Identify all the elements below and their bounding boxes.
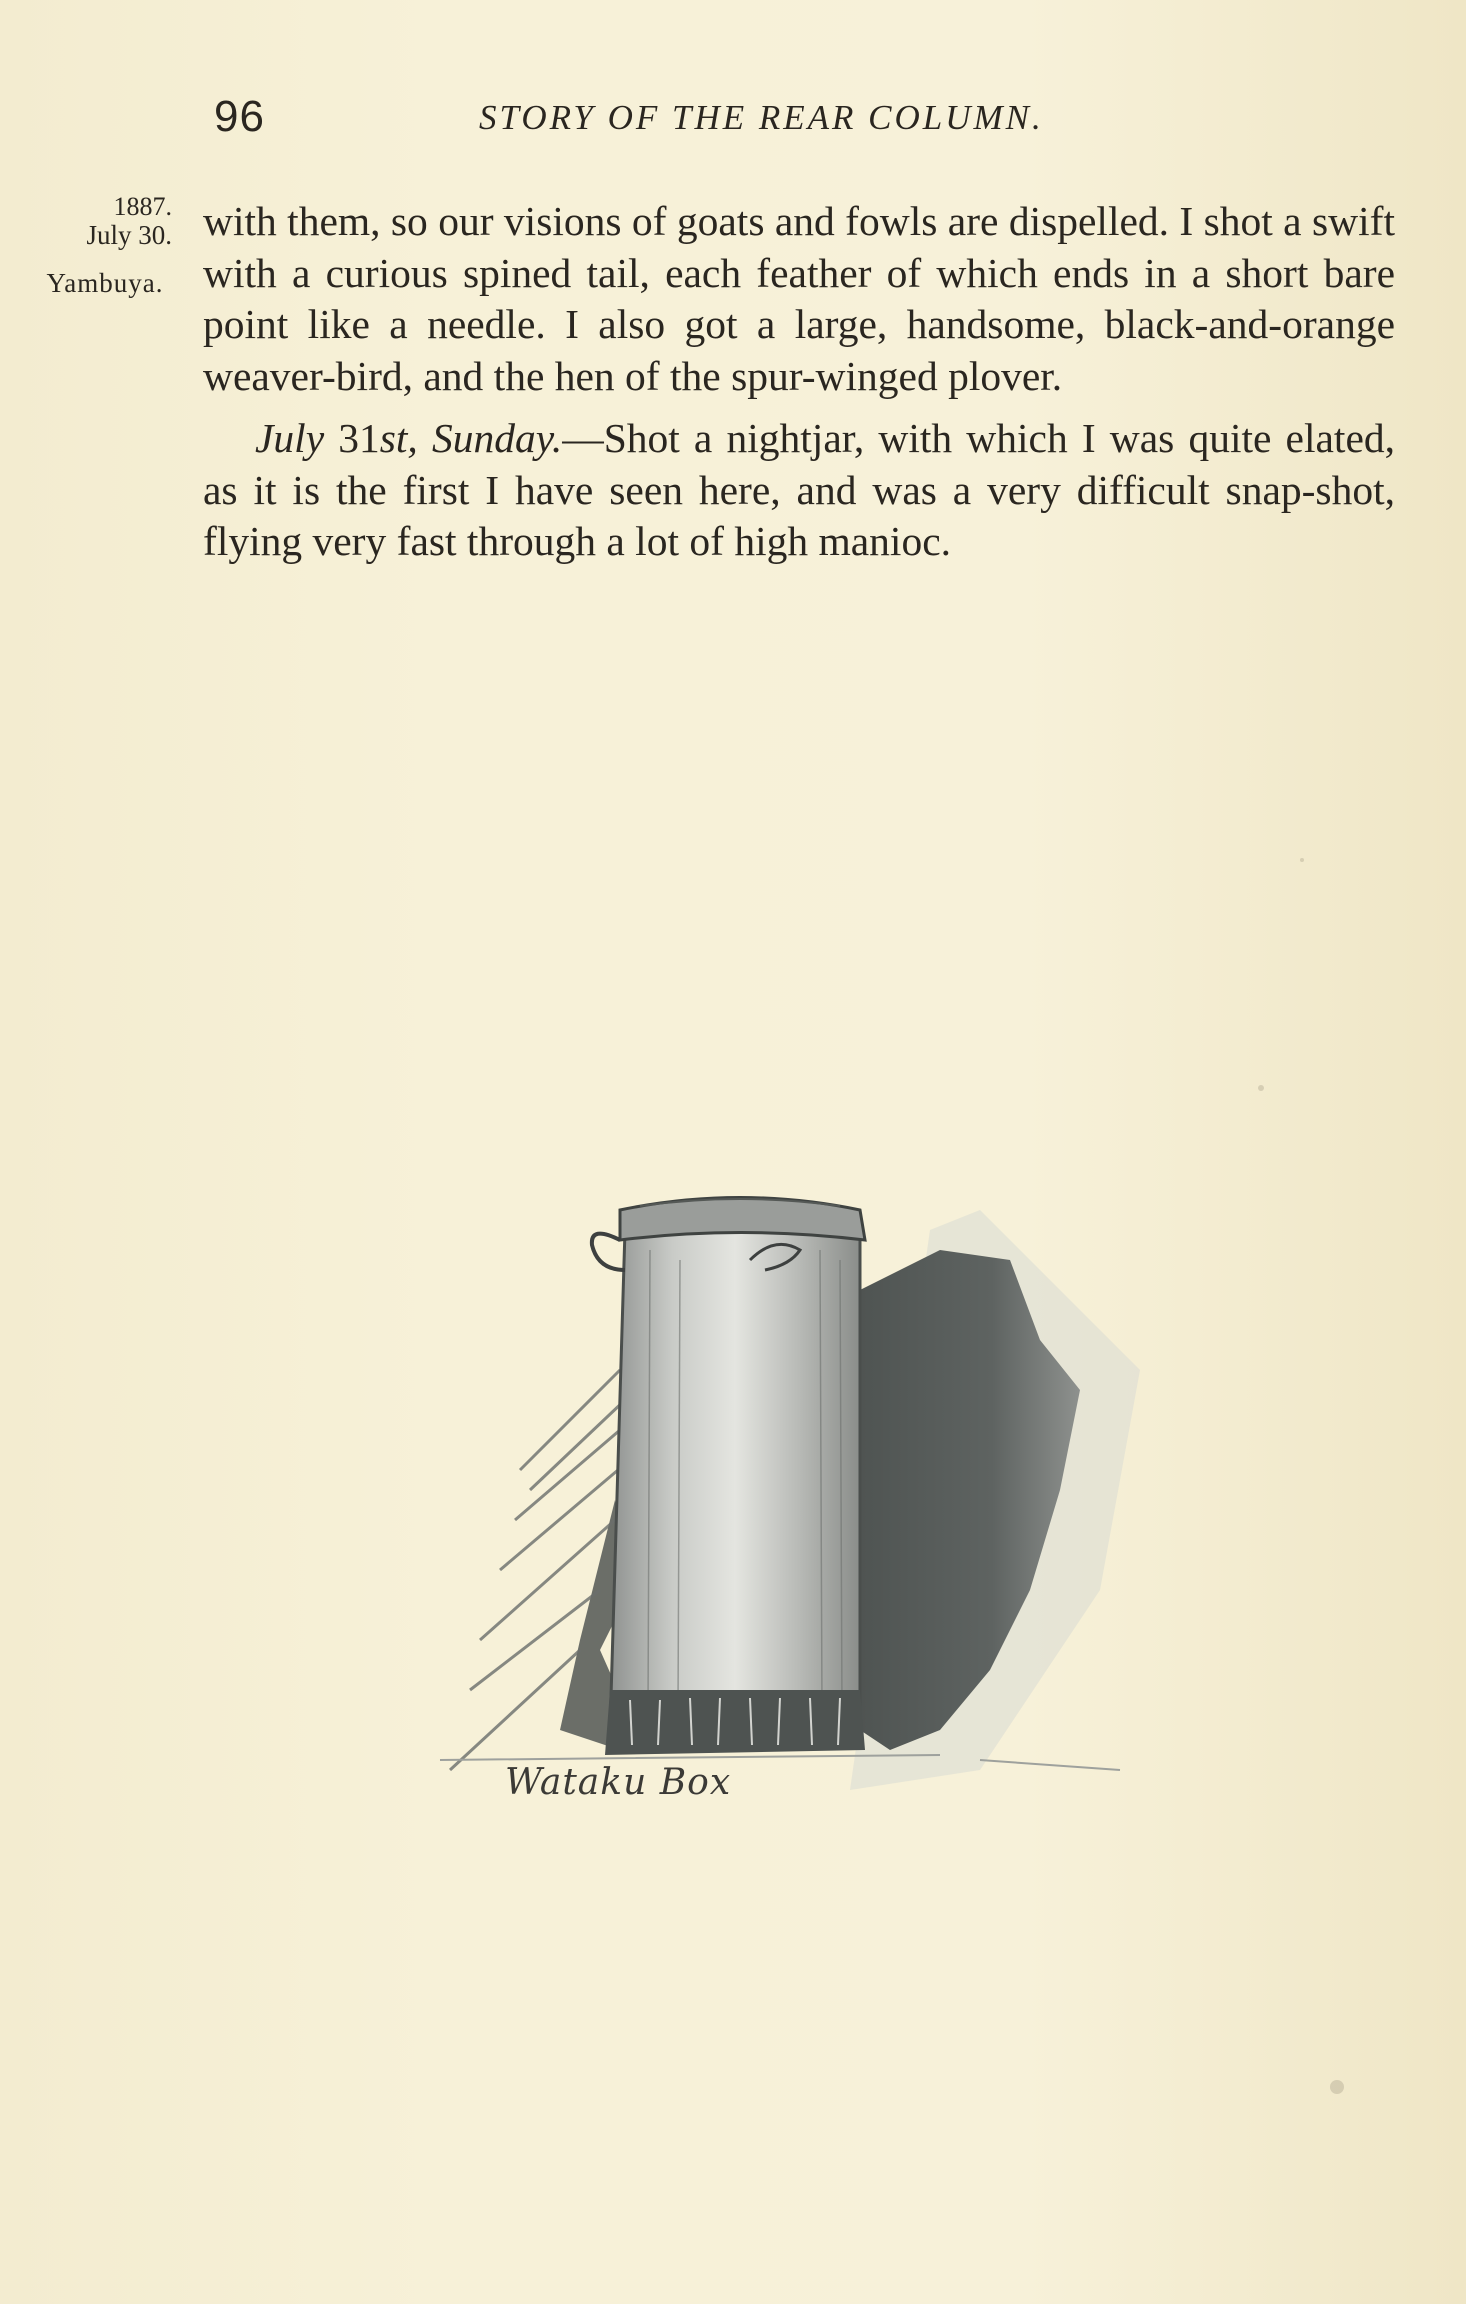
paper-speck [1300,858,1304,862]
paragraph-2-day: 31 [338,415,380,461]
box-illustration [420,1170,1160,1830]
margin-note-place: Yambuya. [46,268,164,298]
margin-note-date: July 30. [86,220,172,250]
margin-note-year: 1887. [113,192,172,221]
running-title: STORY OF THE REAR COLUMN. [479,98,1044,137]
paper-speck [1258,1085,1264,1091]
margin-note [20,190,190,300]
paper-speck [1330,2080,1344,2094]
box-fringe [605,1690,865,1755]
paragraph-2-weekday: Sunday. [431,415,563,461]
box-handle-left [592,1234,625,1270]
page-header [214,92,1384,142]
illustration-caption: Wataku Box [505,1762,732,1803]
paragraph-2-day-suffix: st, [379,415,418,461]
paragraph-2-month: July [255,415,325,461]
paragraph-2-text: —Shot a nightjar, with which I was quite elated, as it is the first I have seen here, and was a very difficult snap-shot, flying very fast through a lot of high manioc. [203,415,1395,564]
body-text [203,196,1395,568]
paragraph-2 [203,413,1395,568]
page-number: 96 [214,92,265,141]
paragraph-1: with them, so our visions of goats and fowls are dispelled. I shot a swift with a curious spined tail, each feather of which ends in a short bare point like a needle. I also got a large, handsome, black-and-orange weaver-bird, and the hen of the spur-winged plover. [203,198,1395,399]
